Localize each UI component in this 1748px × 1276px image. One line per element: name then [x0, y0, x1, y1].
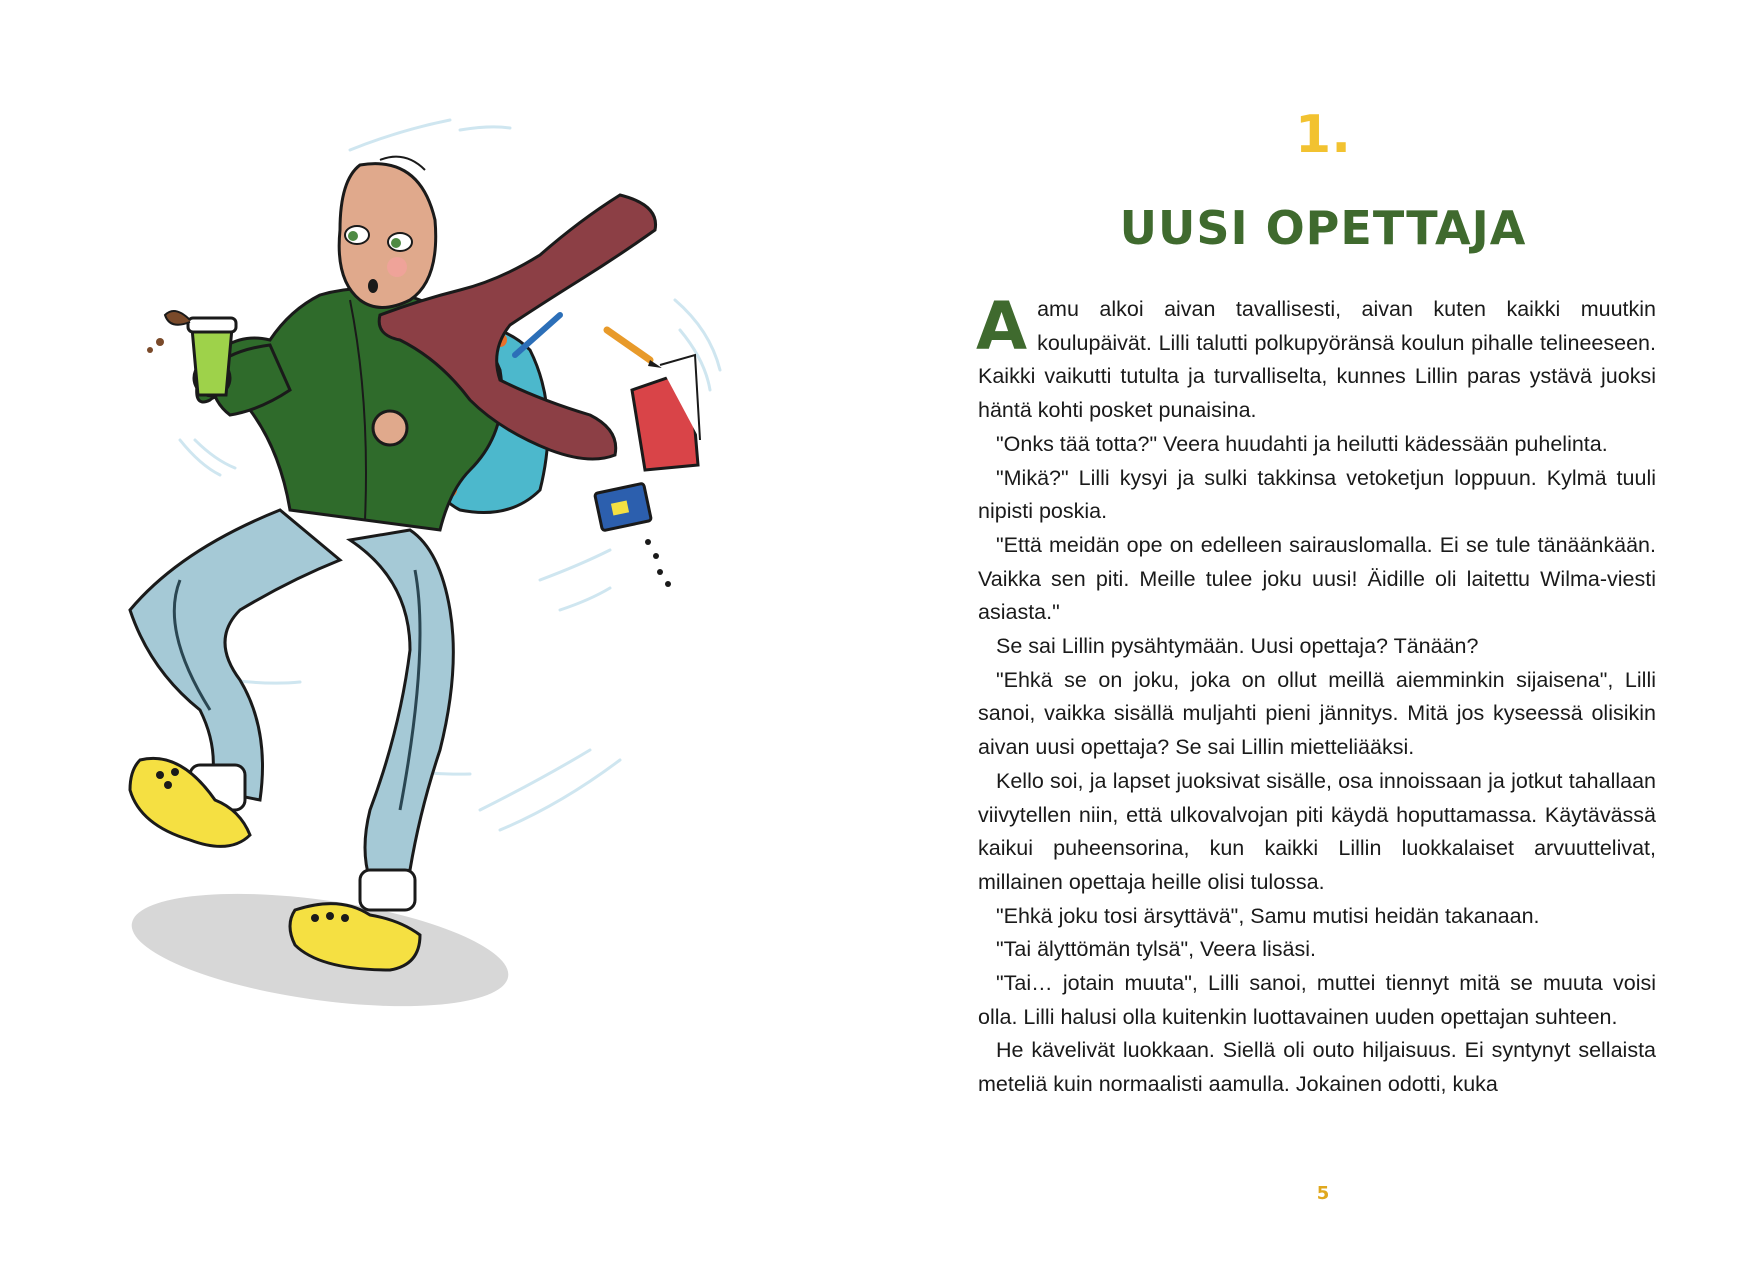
flying-box	[595, 483, 671, 587]
flying-book	[632, 355, 700, 470]
head	[339, 157, 436, 308]
coffee-cup	[147, 311, 236, 395]
paragraph-text: amu alkoi aivan tavallisesti, aivan kuten kaikki muutkin koulupäivät. Lilli talutti polkupyöränsä koulun pihalle telineeseen. Kaikki vaikutti tutulta ja turvalliselta, kunnes Lillin paras ystävä juoksi häntä kohti posket punaisina.	[978, 297, 1656, 423]
paragraph: "Tai… jotain muuta", Lilli sanoi, muttei tiennyt mitä se muuta voisi olla. Lilli halusi olla kuitenkin luottavainen uuden opettajan suhteen.	[978, 971, 1656, 1029]
paragraph: "Ehkä joku tosi ärsyttävä", Samu mutisi heidän takanaan.	[996, 903, 1540, 928]
chapter-title: UUSI OPETTAJA	[1119, 201, 1527, 255]
paragraph: Se sai Lillin pysähtymään. Uusi opettaja? Tänään?	[996, 634, 1479, 659]
text-page	[978, 0, 1668, 1276]
front-sock	[360, 870, 415, 910]
paragraph: "Tai älyttömän tylsä", Veera lisäsi.	[996, 937, 1316, 962]
page-number: 5	[1316, 1183, 1330, 1204]
boy-running-illustration	[120, 110, 820, 1160]
paragraph: "Että meidän ope on edelleen sairauslomalla. Ei se tule tänäänkään. Vaikka sen piti. Meille tulee joku uusi! Äidille oli laitettu Wilma-viesti asiasta."	[978, 532, 1656, 625]
paragraph: He kävelivät luokkaan. Siellä oli outo hiljaisuus. Ei syntynyt sellaista meteliä kuin normaalisti aamulla. Jokainen odotti, kuka	[978, 1038, 1656, 1097]
paragraph: "Mikä?" Lilli kysyi ja sulki takkinsa vetoketjun loppuun. Kylmä tuuli nipisti poskia.	[978, 465, 1656, 524]
back-leg	[130, 510, 340, 800]
paragraph: "Ehkä se on joku, joka on ollut meillä aiemminkin sijaisena", Lilli sanoi, vaikka sisällä muljahti pieni jännitys. Mitä jos kyseessä olisikin aivan uusi opettaja? Se sai Lillin mietteliääksi.	[978, 667, 1656, 760]
backpack-pencil	[515, 315, 560, 355]
paragraph: "Onks tää totta?" Veera huudahti ja heilutti kädessään puhelinta.	[996, 431, 1608, 456]
chapter-number: 1.	[1295, 105, 1351, 165]
chapter-body	[976, 288, 1656, 1102]
flying-pencil	[607, 330, 650, 360]
drop-cap: A	[976, 288, 1028, 365]
paragraph	[976, 288, 1656, 428]
paragraph: Kello soi, ja lapset juoksivat sisälle, osa innoissaan ja jotkut tahallaan viivytellen niin, että ulkovalvojan piti käydä hoputtamassa. Käytävässä kaikui puheensorina, kun kaikki Lillin luokkalaiset arvuuttelivat, millainen opettaja heille olisi tulossa.	[978, 768, 1656, 894]
front-leg	[350, 530, 453, 880]
right-hand	[373, 411, 407, 445]
